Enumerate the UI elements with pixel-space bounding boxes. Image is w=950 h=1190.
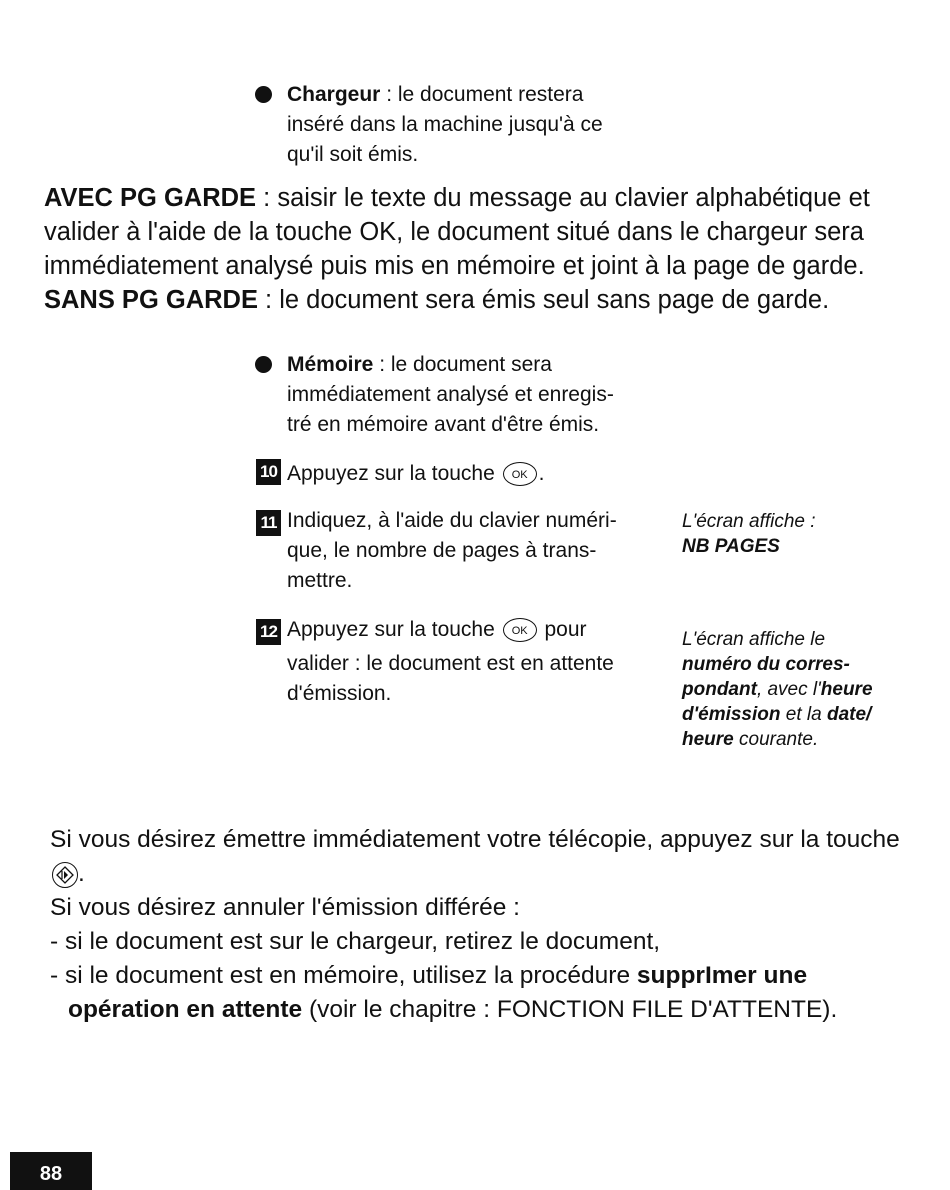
bottom-bold: supprImer une: [636, 962, 808, 989]
chargeur-text: inséré dans la machine jusqu'à ce: [287, 113, 603, 136]
step-text: d'émission.: [287, 682, 392, 705]
note-text: L'écran affiche :: [682, 511, 816, 532]
start-button-icon: [52, 862, 78, 888]
avec-term: AVEC PG GARDE: [44, 184, 257, 212]
pg-garde-paragraph: [44, 181, 870, 317]
bottom-text: - si le document est sur le chargeur, retirez le document,: [50, 928, 661, 955]
avec-text: : saisir le texte du message au clavier alphabétique et: [256, 184, 870, 212]
bottom-text: (voir le chapitre : FONCTION FILE D'ATTENTE).: [302, 996, 838, 1023]
note-text: heure: [682, 729, 734, 750]
memoire-text: tré en mémoire avant d'être émis.: [287, 413, 600, 436]
bottom-paragraph: [50, 823, 900, 1027]
step-text: valider : le document est en attente: [287, 652, 614, 675]
bottom-text: .: [78, 860, 85, 887]
step-12-text: [287, 615, 614, 709]
step-11-text: [287, 506, 617, 596]
sans-text: : le document sera émis seul sans page de garde.: [257, 286, 830, 314]
sans-term: SANS PG GARDE: [44, 286, 258, 314]
chargeur-text: qu'il soit émis.: [287, 143, 419, 166]
ok-button-icon: OK: [503, 462, 537, 486]
step-text: Appuyez sur la touche: [287, 618, 495, 641]
note-text: date/: [826, 704, 872, 725]
step-number: 11: [256, 510, 281, 536]
note-text: pondant: [682, 679, 757, 700]
step-10-text: [287, 459, 544, 489]
bullet-icon: [255, 356, 272, 373]
bullet-chargeur: [287, 80, 603, 170]
memoire-text: : le document sera: [373, 353, 552, 376]
note-text: courante.: [733, 729, 819, 750]
step-12-note: [682, 627, 873, 752]
note-text: heure: [820, 679, 873, 700]
step-text: que, le nombre de pages à trans-: [287, 539, 597, 562]
step-11-note: [682, 509, 816, 559]
step-text: Appuyez sur la touche: [287, 462, 495, 485]
bullet-memoire: [287, 350, 614, 440]
bottom-text: - si le document est en mémoire, utilisez la procédure: [50, 962, 637, 989]
start-icon: [56, 866, 74, 884]
memoire-text: immédiatement analysé et enregis-: [287, 383, 614, 406]
step-text: .: [538, 462, 545, 485]
bottom-text: Si vous désirez annuler l'émission différée :: [50, 894, 520, 921]
ok-button-icon: OK: [503, 618, 537, 642]
bullet-icon: [255, 86, 272, 103]
step-text: mettre.: [287, 569, 353, 592]
note-display: NB PAGES: [682, 536, 780, 557]
memoire-term: Mémoire: [287, 353, 374, 376]
note-text: numéro du corres-: [682, 654, 850, 675]
bottom-bold: opération en attente: [68, 996, 303, 1023]
chargeur-text: : le document restera: [380, 83, 584, 106]
note-text: d'émission: [682, 704, 781, 725]
page-number: 88: [10, 1152, 92, 1190]
avec-text: immédiatement analysé puis mis en mémoire et joint à la page de garde.: [44, 252, 865, 280]
note-text: , avec l': [756, 679, 821, 700]
step-text: pour: [544, 618, 587, 641]
step-number: 12: [256, 619, 281, 645]
chargeur-term: Chargeur: [287, 83, 381, 106]
bottom-text: Si vous désirez émettre immédiatement votre télécopie, appuyez sur la touche: [50, 826, 900, 853]
step-number: 10: [256, 459, 281, 485]
note-text: L'écran affiche le: [682, 629, 826, 650]
avec-text: valider à l'aide de la touche OK, le document situé dans le chargeur sera: [44, 218, 864, 246]
note-text: et la: [780, 704, 827, 725]
step-text: Indiquez, à l'aide du clavier numéri-: [287, 509, 617, 532]
